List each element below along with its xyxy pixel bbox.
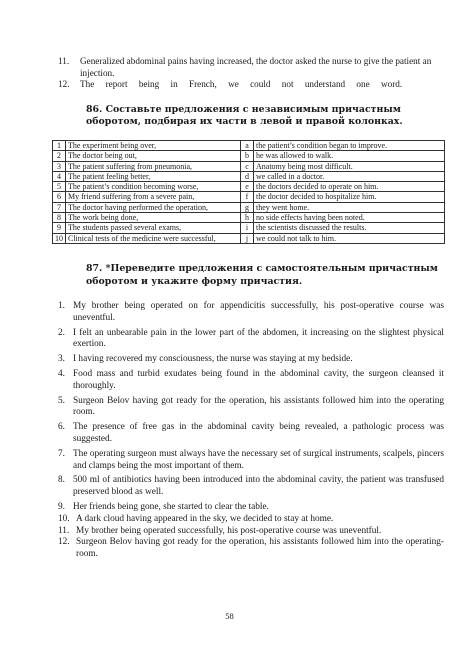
list-item <box>58 79 442 91</box>
item-number: 9. <box>58 501 65 512</box>
right-clause: no side effects having been noted. <box>254 213 445 223</box>
right-clause: he was allowed to walk. <box>254 151 445 161</box>
item-text: A dark cloud having appeared in the sky, we decided to stay at home. <box>76 513 334 524</box>
item-number: 10. <box>58 513 70 524</box>
item-number: 5. <box>58 395 65 406</box>
list-item <box>58 301 444 325</box>
right-clause: the doctor decided to hospitalize him. <box>254 192 445 202</box>
left-clause: The doctor being out, <box>66 151 241 161</box>
table-row <box>53 233 445 243</box>
item-text: The presence of free gas in the abdominal cavity being revealed, a pathologic process was suggested. <box>73 422 444 444</box>
item-number: 8. <box>58 475 65 486</box>
right-clause: we called in a doctor. <box>254 171 445 181</box>
list-item <box>58 537 444 561</box>
table-row <box>53 202 445 212</box>
table-row <box>53 223 445 233</box>
item-number: 11. <box>58 525 70 536</box>
list-item <box>58 514 444 526</box>
row-letter: b <box>241 151 254 161</box>
item-number: 2. <box>58 327 65 338</box>
item-text: Surgeon Belov having got ready for the operation, his assistants followed him into the operating room. <box>73 395 444 418</box>
item-text: My brother being operated on for appendicitis successfully, his post-operative course was uneventful. <box>73 301 444 323</box>
left-clause: The patient’s condition becoming worse, <box>66 182 241 192</box>
left-clause: The experiment being over, <box>66 141 241 151</box>
row-number: 3 <box>53 161 66 171</box>
left-clause: The work being done, <box>66 213 241 223</box>
page-number: 58 <box>225 611 234 621</box>
row-number: 2 <box>53 151 66 161</box>
exercise-86-heading <box>86 104 442 128</box>
list-item <box>58 449 444 473</box>
left-clause: Clinical tests of the medicine were successful, <box>66 233 241 243</box>
item-number: 12. <box>58 537 70 548</box>
list-item <box>58 422 444 446</box>
right-clause: we could not talk to him. <box>254 233 445 243</box>
sentence-list <box>58 301 444 561</box>
item-text: Surgeon Belov having got ready for the operation, his assistants followed him into the operating-room. <box>76 537 444 560</box>
row-letter: f <box>241 192 254 202</box>
right-clause: they went home. <box>254 202 445 212</box>
previous-exercise-items <box>58 56 442 91</box>
row-number: 6 <box>53 192 66 202</box>
right-clause: the doctors decided to operate on him. <box>254 182 445 192</box>
left-clause: The patient suffering from pneumonia, <box>66 161 241 171</box>
item-number: 6. <box>58 422 65 433</box>
exercise-title: *Переведите предложения с самостоятельным причастным оборотом и укажите форму причастия. <box>86 263 438 287</box>
exercise-number: 87. <box>86 263 103 274</box>
row-letter: j <box>241 233 254 243</box>
item-text: I felt an unbearable pain in the lower part of the abdomen, it increasing on the slightest physical exertion. <box>73 327 444 350</box>
list-item <box>58 369 444 393</box>
row-letter: g <box>241 202 254 212</box>
row-number: 1 <box>53 141 66 151</box>
item-text: Her friends being gone, she started to clear the table. <box>73 501 269 512</box>
list-item <box>58 502 444 514</box>
row-letter: c <box>241 161 254 171</box>
row-letter: i <box>241 223 254 233</box>
right-clause: the scientists discussed the results. <box>254 223 445 233</box>
list-item <box>58 475 444 499</box>
left-clause: The students passed several exams, <box>66 223 241 233</box>
table-row <box>53 182 445 192</box>
item-text: My brother being operated successfully, his post-operative course was uneventful. <box>76 525 382 536</box>
row-number: 8 <box>53 213 66 223</box>
right-clause: the patient’s condition began to improve. <box>254 141 445 151</box>
row-letter: a <box>241 141 254 151</box>
item-text: 500 ml of antibiotics having been introduced into the abdominal cavity, the patient was transfused preserved blood as well. <box>73 475 444 498</box>
item-number: 1. <box>58 301 65 311</box>
list-item <box>58 526 444 538</box>
row-letter: d <box>241 171 254 181</box>
row-letter: h <box>241 213 254 223</box>
left-clause: The doctor having performed the operation, <box>66 202 241 212</box>
item-text: The report being in French, we could not understand one word. <box>80 79 403 90</box>
right-clause: Anatomy being most difficult. <box>254 161 445 171</box>
list-item <box>58 354 444 366</box>
row-number: 9 <box>53 223 66 233</box>
list-item <box>58 328 444 352</box>
table-row <box>53 192 445 202</box>
table-row <box>53 171 445 181</box>
left-clause: The patient feeling better, <box>66 171 241 181</box>
exercise-number: 86. <box>86 104 103 115</box>
matching-table <box>52 140 445 244</box>
exercise-87-heading <box>86 263 442 288</box>
exercise-title: Составьте предложения с независимым причастным оборотом, подбирая их части в левой и правой колонках. <box>86 104 403 127</box>
item-number: 11. <box>58 56 70 66</box>
item-number: 4. <box>58 368 65 379</box>
item-number: 7. <box>58 448 65 459</box>
row-number: 10 <box>53 233 66 243</box>
table-row <box>53 141 445 151</box>
table-row <box>53 161 445 171</box>
item-number: 3. <box>58 354 65 365</box>
item-text: Generalized abdominal pains having increased, the doctor asked the nurse to give the patient an injection. <box>80 56 432 78</box>
row-letter: e <box>241 182 254 192</box>
row-number: 4 <box>53 171 66 181</box>
item-text: The operating surgeon must always have the necessary set of surgical instruments, scalpels, pincers and clamps being the most important of them. <box>73 448 444 471</box>
item-number: 12. <box>58 79 70 90</box>
item-text: Food mass and turbid exudates being found in the abdominal cavity, the surgeon cleansed it thoroughly. <box>73 368 444 391</box>
row-number: 7 <box>53 202 66 212</box>
item-text: I having recovered my consciousness, the nurse was staying at my bedside. <box>73 354 353 365</box>
row-number: 5 <box>53 182 66 192</box>
left-clause: My friend suffering from a severe pain, <box>66 192 241 202</box>
table-row <box>53 213 445 223</box>
table-row <box>53 151 445 161</box>
list-item <box>58 56 442 79</box>
list-item <box>58 396 444 420</box>
